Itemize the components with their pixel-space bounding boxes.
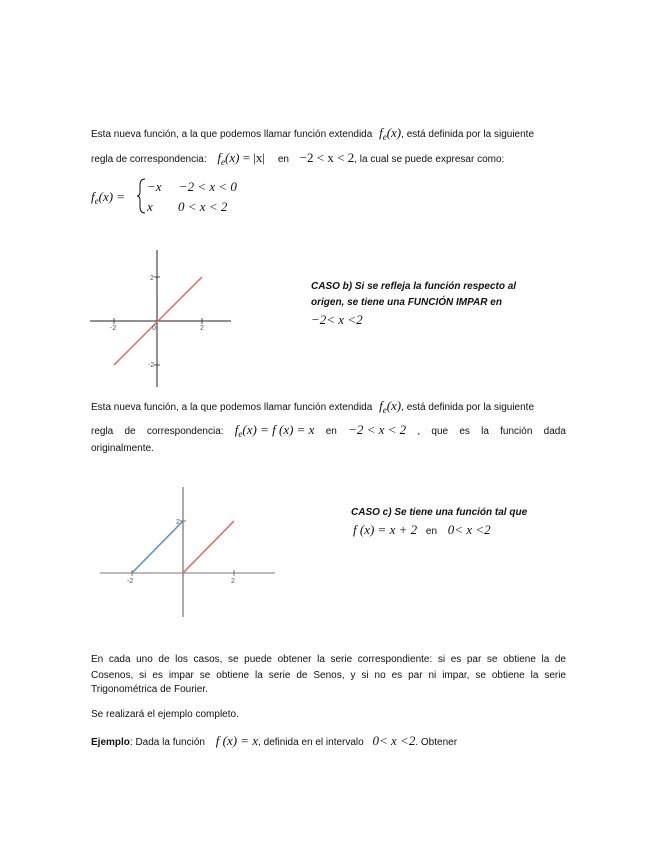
para2-line2 xyxy=(91,422,566,438)
caso-b-interval: −2< x <2 xyxy=(311,312,363,327)
w-en: en xyxy=(325,426,337,437)
para2-line1 xyxy=(91,400,534,414)
graph1-xtick-left: -2 xyxy=(110,325,117,332)
para1-line2-suffix: , la cual se puede expresar como: xyxy=(354,154,505,165)
graph2-red-line xyxy=(183,521,234,573)
fe-symbol-2: $f_e(x)$ xyxy=(379,398,402,415)
graph2-ytick-top: 2 xyxy=(176,519,180,526)
caso-c-formula: f (x) = x + 2 xyxy=(353,522,418,537)
para1-line1 xyxy=(91,127,534,141)
w-dada: dada xyxy=(543,426,566,437)
para3-line1: En cada uno de los casos, se puede obtener la serie correspondiente: si es par se obtiene la de xyxy=(91,654,566,665)
para1-line1-suffix: , está definida por la siguiente xyxy=(401,129,535,140)
row1-expr: −x xyxy=(147,179,162,194)
caso-c-caption: CASO c) Se tiene una función tal que xyxy=(351,507,528,518)
para2-interval: −2 < x < 2 xyxy=(348,422,407,437)
ejemplo-text3: . Obtener xyxy=(415,737,458,748)
graph2-xtick-right: 2 xyxy=(231,578,235,585)
piecewise-lhs: $f_e(x)$ = xyxy=(91,189,126,206)
row1-cond: −2 < x < 0 xyxy=(178,179,237,194)
w-comma: , xyxy=(417,426,421,437)
para1-line2 xyxy=(91,152,504,166)
caso-c-en: en xyxy=(425,526,438,537)
graph2-xtick-left: -2 xyxy=(127,578,134,585)
piecewise-brace xyxy=(137,178,147,214)
para3-line2: Cosenos, si es impar se obtiene la serie de Senos, y si no es par ni impar, se obtiene la serie xyxy=(91,670,566,681)
caso-c-interval: 0< x <2 xyxy=(447,522,491,537)
fe-abs-formula: $f_e(x) = |x|$ xyxy=(217,150,266,167)
w-regla: regla xyxy=(91,426,114,437)
caso-b-caption-2: origen, se tiene una FUNCIÓN IMPAR en xyxy=(311,297,502,308)
caso-c-formula-line xyxy=(353,524,491,538)
row2-cond: 0 < x < 2 xyxy=(178,199,228,214)
graph1-ytick-top: 2 xyxy=(150,275,154,282)
fe-equals-formula: $f_e(x) = f$ (x) = x xyxy=(234,422,315,439)
w-que: que xyxy=(431,426,449,437)
graph1-origin-label: 0 xyxy=(152,325,156,332)
w-la: la xyxy=(481,426,489,437)
graph2-blue-line xyxy=(132,521,183,573)
para2-line1-suffix: , está definida por la siguiente xyxy=(401,402,535,413)
graph1-plot xyxy=(90,250,235,390)
ejemplo-label: Ejemplo xyxy=(91,737,130,748)
para2-line3: originalmente. xyxy=(91,443,154,454)
para4: Se realizará el ejemplo completo. xyxy=(91,709,239,720)
para2-line1-text: Esta nueva función, a la que podemos llamar función extendida xyxy=(91,402,373,413)
w-de: de xyxy=(124,426,136,437)
w-es: es xyxy=(459,426,470,437)
ejemplo-formula: f (x) = x xyxy=(215,733,259,748)
piecewise-row2 xyxy=(147,199,227,215)
graph2-plot xyxy=(100,487,280,619)
row2-expr: x xyxy=(147,199,153,214)
graph1-xtick-right: 2 xyxy=(200,325,204,332)
graph1-ytick-bottom: -2 xyxy=(148,362,155,369)
ejemplo-text1: : Dada la función xyxy=(129,737,205,748)
ejemplo-text2: , definida en el intervalo xyxy=(258,737,364,748)
fe-symbol: $f_e(x)$ xyxy=(379,125,402,142)
ejemplo-line xyxy=(91,735,457,749)
para1-line2-text: regla de correspondencia: xyxy=(91,154,207,165)
w-funcion: función xyxy=(500,426,533,437)
caso-b-caption-1: CASO b) Si se refleja la función respecto al xyxy=(311,281,517,292)
ejemplo-interval: 0< x <2 xyxy=(372,733,416,748)
para1-line1-text: Esta nueva función, a la que podemos llamar función extendida xyxy=(91,129,373,140)
interval-formula: −2 < x < 2 xyxy=(299,150,355,165)
para3-line3: Trigonométrica de Fourier. xyxy=(91,684,208,695)
w-correspondencia: correspondencia: xyxy=(146,426,224,437)
piecewise-row1 xyxy=(147,179,237,195)
en-word: en xyxy=(277,154,289,165)
